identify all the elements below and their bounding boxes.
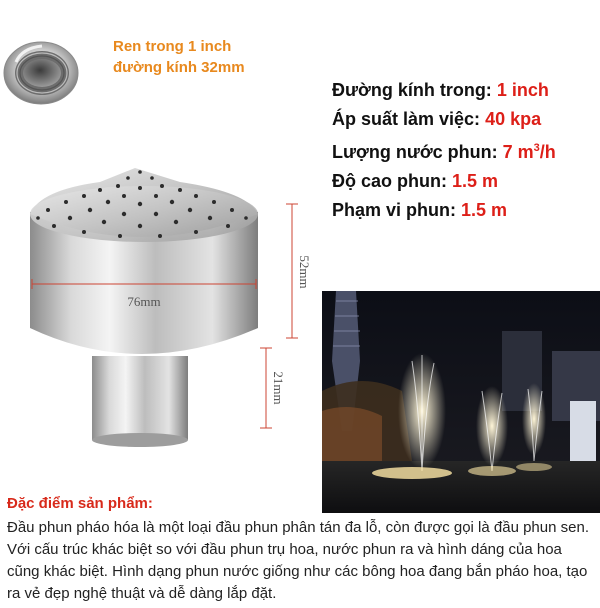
- neck-dimension-label: 21mm: [271, 371, 286, 405]
- fountain-night-photo: [322, 291, 600, 513]
- spec-value: [503, 142, 556, 162]
- spec-value: 40 kpa: [485, 109, 542, 129]
- spec-value: 1 inch: [496, 80, 549, 100]
- thread-spec-line2: đường kính 32mm: [113, 59, 245, 76]
- features-title: Đặc điểm sản phẩm:: [7, 495, 153, 512]
- spec-label: Độ cao phun:: [332, 171, 452, 191]
- height-dimension-label: 52mm: [297, 255, 312, 289]
- spec-label: Áp suất làm việc:: [332, 109, 486, 129]
- nozzle-product-image: [0, 160, 320, 460]
- spec-list: [332, 76, 556, 225]
- features-description: Đầu phun pháo hóa là một loại đầu phun phân tán đa lỗ, còn được gọi là đầu phun sen. Với cấu trúc khác biệt so với đầu phun trụ hoa, nước phun ra và hình dáng của hoa cũng khác biệt. Hình dạng phun nước giống như các bông hoa đang bắn pháo hoa, tạo ra vẻ đẹp nghệ thuật và dễ dàng lắp đặt.: [7, 519, 589, 602]
- spec-value-suffix: /h: [539, 142, 556, 162]
- spec-value-sup: 3: [533, 142, 540, 154]
- spec-value: 1.5 m: [452, 171, 499, 191]
- spec-label: Đường kính trong:: [332, 80, 497, 100]
- spec-value-main: 7 m: [502, 142, 534, 162]
- thread-ring-photo: [2, 40, 80, 106]
- spec-spray-height: [332, 167, 556, 196]
- spec-spray-range: [332, 196, 556, 225]
- thread-spec-line1: Ren trong 1 inch: [113, 38, 232, 55]
- spec-pressure: [332, 105, 556, 134]
- spec-label: Phạm vi phun:: [332, 200, 462, 220]
- spec-inner-diameter: [332, 76, 556, 105]
- thread-spec-label: [113, 36, 245, 78]
- spec-value: 1.5 m: [461, 200, 508, 220]
- width-dimension-label: 76mm: [127, 294, 161, 309]
- spec-label: Lượng nước phun:: [332, 142, 503, 162]
- spec-flow: [332, 134, 556, 167]
